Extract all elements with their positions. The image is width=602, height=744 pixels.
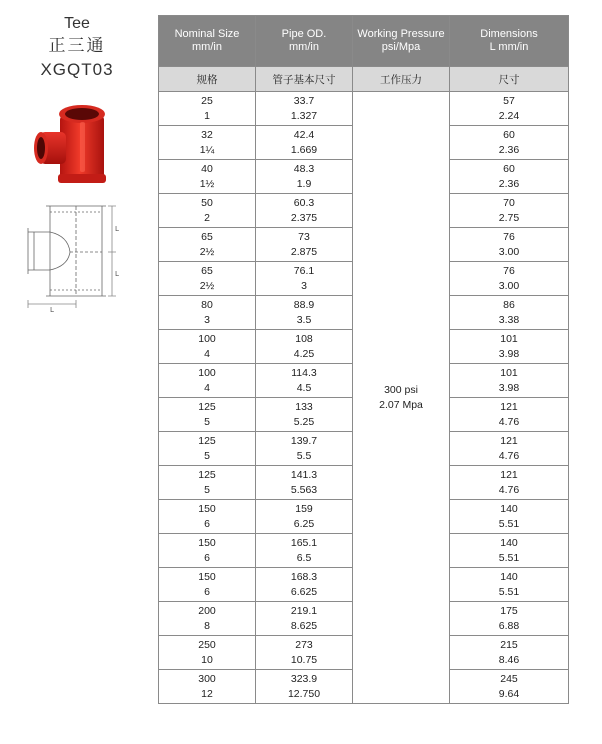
nominal-size-cell-value: 80 — [201, 298, 213, 311]
dimension-l-cell-value: 2.36 — [498, 177, 520, 190]
dimension-l-cell — [450, 228, 569, 262]
pipe-od-cell — [256, 636, 353, 670]
nominal-size-cell-value: 5 — [204, 449, 210, 462]
pipe-od-cell-value: 1.327 — [290, 109, 318, 122]
dimension-l-cell-value: 86 — [503, 298, 515, 311]
dimension-l-cell — [450, 160, 569, 194]
working-pressure-value: 300 psi — [384, 383, 418, 396]
dimension-l-cell-value: 3.98 — [498, 347, 520, 360]
tee-product-photo — [30, 100, 120, 192]
pipe-od-cell-value: 159 — [295, 502, 313, 515]
nominal-size-cell — [159, 534, 256, 568]
working-pressure-value: 2.07 Mpa — [379, 398, 423, 411]
dimension-l-cell-value: 9.64 — [498, 687, 520, 700]
nominal-size-cell — [159, 364, 256, 398]
dimension-l-cell-value: 4.76 — [498, 449, 520, 462]
dimension-l-cell — [450, 398, 569, 432]
dim-label-lower: L — [115, 270, 119, 278]
dimension-l-cell-value: 121 — [500, 400, 518, 413]
pipe-od-cell-value: 73 — [298, 230, 310, 243]
pipe-od-cell — [256, 466, 353, 500]
dimension-l-cell — [450, 602, 569, 636]
pipe-od-cell-value: 5.563 — [290, 483, 318, 496]
pipe-od-cell-value: 33.7 — [293, 94, 315, 107]
pipe-od-cell-value: 42.4 — [293, 128, 315, 141]
nominal-size-cell-value: 250 — [198, 638, 216, 651]
pipe-od-cell-value: 2.375 — [290, 211, 318, 224]
dimension-l-cell-value: 76 — [503, 264, 515, 277]
nominal-size-cell-value: 1¼ — [199, 143, 215, 156]
nominal-size-cell — [159, 296, 256, 330]
dimension-l-cell-value: 70 — [503, 196, 515, 209]
header-working-pressure: Working Pressure psi/Mpa — [353, 16, 450, 67]
pipe-od-cell — [256, 228, 353, 262]
pipe-od-cell — [256, 432, 353, 466]
dimension-l-cell-value: 140 — [500, 536, 518, 549]
nominal-size-cell — [159, 92, 256, 126]
nominal-size-cell-value: 2½ — [199, 245, 215, 258]
pipe-od-cell-value: 48.3 — [293, 162, 315, 175]
spec-header-row — [159, 16, 569, 67]
dimension-l-cell-value: 5.51 — [498, 585, 520, 598]
dimension-l-cell — [450, 670, 569, 704]
dimension-l-cell — [450, 432, 569, 466]
header-nominal-size: Nominal Size mm/in — [159, 16, 256, 67]
pipe-od-cell — [256, 126, 353, 160]
header-dimensions: Dimensions L mm/in — [450, 16, 569, 67]
dimension-l-cell-value: 2.75 — [498, 211, 520, 224]
pipe-od-cell-value: 12.750 — [287, 687, 321, 700]
nominal-size-cell — [159, 126, 256, 160]
tee-technical-drawing — [20, 196, 132, 314]
pipe-od-cell — [256, 398, 353, 432]
nominal-size-cell-value: 8 — [204, 619, 210, 632]
dimension-l-cell-value: 8.46 — [498, 653, 520, 666]
pipe-od-cell — [256, 364, 353, 398]
nominal-size-cell-value: 1 — [204, 109, 210, 122]
pipe-od-cell — [256, 568, 353, 602]
dimension-l-cell-value: 3.00 — [498, 279, 520, 292]
pipe-od-cell-value: 133 — [295, 400, 313, 413]
nominal-size-cell-value: 150 — [198, 502, 216, 515]
dimension-l-cell — [450, 194, 569, 228]
dimension-l-cell-value: 101 — [500, 332, 518, 345]
nominal-size-cell — [159, 466, 256, 500]
nominal-size-cell — [159, 432, 256, 466]
pipe-od-cell-value: 1.9 — [296, 177, 312, 190]
nominal-size-cell-value: 25 — [201, 94, 213, 107]
dimension-l-cell-value: 215 — [500, 638, 518, 651]
nominal-size-cell — [159, 602, 256, 636]
pipe-od-cell-value: 6.5 — [296, 551, 312, 564]
pipe-od-cell-value: 3.5 — [296, 313, 312, 326]
nominal-size-cell — [159, 398, 256, 432]
pipe-od-cell-value: 60.3 — [293, 196, 315, 209]
dimension-l-cell — [450, 296, 569, 330]
dimension-l-cell-value: 3.38 — [498, 313, 520, 326]
pipe-od-cell-value: 4.5 — [296, 381, 312, 394]
pipe-od-cell-value: 88.9 — [293, 298, 315, 311]
dimension-l-cell-value: 76 — [503, 230, 515, 243]
pipe-od-cell-value: 165.1 — [290, 536, 318, 549]
pipe-od-cell — [256, 500, 353, 534]
product-title-en: Tee — [64, 15, 90, 32]
pipe-od-cell — [256, 330, 353, 364]
nominal-size-cell-value: 65 — [201, 230, 213, 243]
dimension-l-cell-value: 245 — [500, 672, 518, 685]
nominal-size-cell-value: 50 — [201, 196, 213, 209]
nominal-size-cell-value: 4 — [204, 381, 210, 394]
pipe-od-cell — [256, 296, 353, 330]
dimension-l-cell-value: 60 — [503, 128, 515, 141]
nominal-size-cell-value: 2½ — [199, 279, 215, 292]
dimension-l-cell — [450, 636, 569, 670]
pipe-od-cell-value: 6.625 — [290, 585, 318, 598]
nominal-size-cell — [159, 670, 256, 704]
pipe-od-cell-value: 8.625 — [290, 619, 318, 632]
nominal-size-cell — [159, 330, 256, 364]
product-title-block — [22, 12, 132, 81]
product-title-cn: 正三通 — [48, 36, 106, 56]
nominal-size-cell-value: 125 — [198, 434, 216, 447]
nominal-size-cell-value: 5 — [204, 415, 210, 428]
spec-table-body — [159, 92, 569, 704]
nominal-size-cell-value: 150 — [198, 570, 216, 583]
dimension-l-cell — [450, 500, 569, 534]
pipe-od-cell-value: 3 — [301, 279, 307, 292]
table-row — [159, 92, 569, 126]
dim-label-upper: L — [115, 225, 119, 233]
dimension-l-cell — [450, 534, 569, 568]
pipe-od-cell — [256, 534, 353, 568]
pipe-od-cell-value: 2.875 — [290, 245, 318, 258]
nominal-size-cell-value: 200 — [198, 604, 216, 617]
nominal-size-cell-value: 40 — [201, 162, 213, 175]
dimension-l-cell-value: 121 — [500, 434, 518, 447]
pipe-od-cell-value: 76.1 — [293, 264, 315, 277]
spec-table — [158, 15, 569, 704]
nominal-size-cell-value: 12 — [201, 687, 213, 700]
dimension-l-cell-value: 6.88 — [498, 619, 520, 632]
pipe-od-cell-value: 5.5 — [296, 449, 312, 462]
pipe-od-cell — [256, 262, 353, 296]
dimension-l-cell-value: 2.36 — [498, 143, 520, 156]
nominal-size-cell-value: 125 — [198, 400, 216, 413]
pipe-od-cell-value: 10.75 — [290, 653, 318, 666]
dimension-l-cell — [450, 466, 569, 500]
dimension-l-cell-value: 101 — [500, 366, 518, 379]
nominal-size-cell-value: 5 — [204, 483, 210, 496]
subheader-dimensions-cn: 尺寸 — [450, 67, 569, 92]
pipe-od-cell-value: 273 — [295, 638, 313, 651]
dimension-l-cell-value: 121 — [500, 468, 518, 481]
dimension-l-cell-value: 5.51 — [498, 517, 520, 530]
dimension-l-cell — [450, 330, 569, 364]
pipe-od-cell-value: 219.1 — [290, 604, 318, 617]
dimension-l-cell-value: 60 — [503, 162, 515, 175]
pipe-od-cell-value: 1.669 — [290, 143, 318, 156]
pipe-od-cell — [256, 602, 353, 636]
working-pressure-cell — [353, 92, 450, 704]
nominal-size-cell — [159, 160, 256, 194]
nominal-size-cell-value: 150 — [198, 536, 216, 549]
nominal-size-cell — [159, 568, 256, 602]
pipe-od-cell-value: 114.3 — [291, 366, 317, 379]
pipe-od-cell — [256, 194, 353, 228]
dimension-l-cell-value: 3.00 — [498, 245, 520, 258]
dimension-l-cell-value: 140 — [500, 502, 518, 515]
pipe-od-cell-value: 141.3 — [290, 468, 318, 481]
nominal-size-cell-value: 100 — [198, 366, 216, 379]
nominal-size-cell — [159, 262, 256, 296]
dimension-l-cell-value: 4.76 — [498, 483, 520, 496]
pipe-od-cell-value: 6.25 — [293, 517, 315, 530]
dimension-l-cell-value: 140 — [500, 570, 518, 583]
dimension-l-cell — [450, 262, 569, 296]
pipe-od-cell — [256, 670, 353, 704]
dimension-l-cell-value: 3.98 — [498, 381, 520, 394]
pipe-od-cell-value: 323.9 — [290, 672, 318, 685]
spec-subheader-row — [159, 67, 569, 92]
pipe-od-cell-value: 168.3 — [290, 570, 318, 583]
pipe-od-cell-value: 5.25 — [293, 415, 315, 428]
product-model-code: XGQT03 — [40, 60, 114, 79]
pipe-od-cell — [256, 92, 353, 126]
nominal-size-cell-value: 65 — [201, 264, 213, 277]
subheader-pipe-od-cn: 管子基本尺寸 — [256, 67, 353, 92]
nominal-size-cell — [159, 194, 256, 228]
nominal-size-cell-value: 3 — [204, 313, 210, 326]
pipe-od-cell-value: 108 — [295, 332, 313, 345]
dimension-l-cell-value: 4.76 — [498, 415, 520, 428]
nominal-size-cell-value: 125 — [198, 468, 216, 481]
dimension-l-cell-value: 2.24 — [498, 109, 520, 122]
pipe-od-cell — [256, 160, 353, 194]
dimension-l-cell-value: 175 — [500, 604, 518, 617]
subheader-working-pressure-cn: 工作压力 — [353, 67, 450, 92]
pipe-od-cell-value: 4.25 — [293, 347, 315, 360]
nominal-size-cell-value: 100 — [198, 332, 216, 345]
nominal-size-cell-value: 2 — [204, 211, 210, 224]
nominal-size-cell-value: 6 — [204, 551, 210, 564]
dimension-l-cell-value: 57 — [503, 94, 515, 107]
dimension-l-cell — [450, 126, 569, 160]
nominal-size-cell — [159, 636, 256, 670]
header-pipe-od: Pipe OD. mm/in — [256, 16, 353, 67]
nominal-size-cell — [159, 228, 256, 262]
subheader-nominal-size-cn: 规格 — [159, 67, 256, 92]
dimension-l-cell — [450, 364, 569, 398]
nominal-size-cell-value: 300 — [198, 672, 216, 685]
dimension-l-cell — [450, 92, 569, 126]
nominal-size-cell-value: 6 — [204, 585, 210, 598]
nominal-size-cell — [159, 500, 256, 534]
nominal-size-cell-value: 10 — [201, 653, 213, 666]
nominal-size-cell-value: 1½ — [199, 177, 215, 190]
nominal-size-cell-value: 4 — [204, 347, 210, 360]
dimension-l-cell-value: 5.51 — [498, 551, 520, 564]
dim-label-bottom: L — [50, 306, 54, 314]
nominal-size-cell-value: 32 — [201, 128, 213, 141]
dimension-l-cell — [450, 568, 569, 602]
nominal-size-cell-value: 6 — [204, 517, 210, 530]
pipe-od-cell-value: 139.7 — [290, 434, 318, 447]
